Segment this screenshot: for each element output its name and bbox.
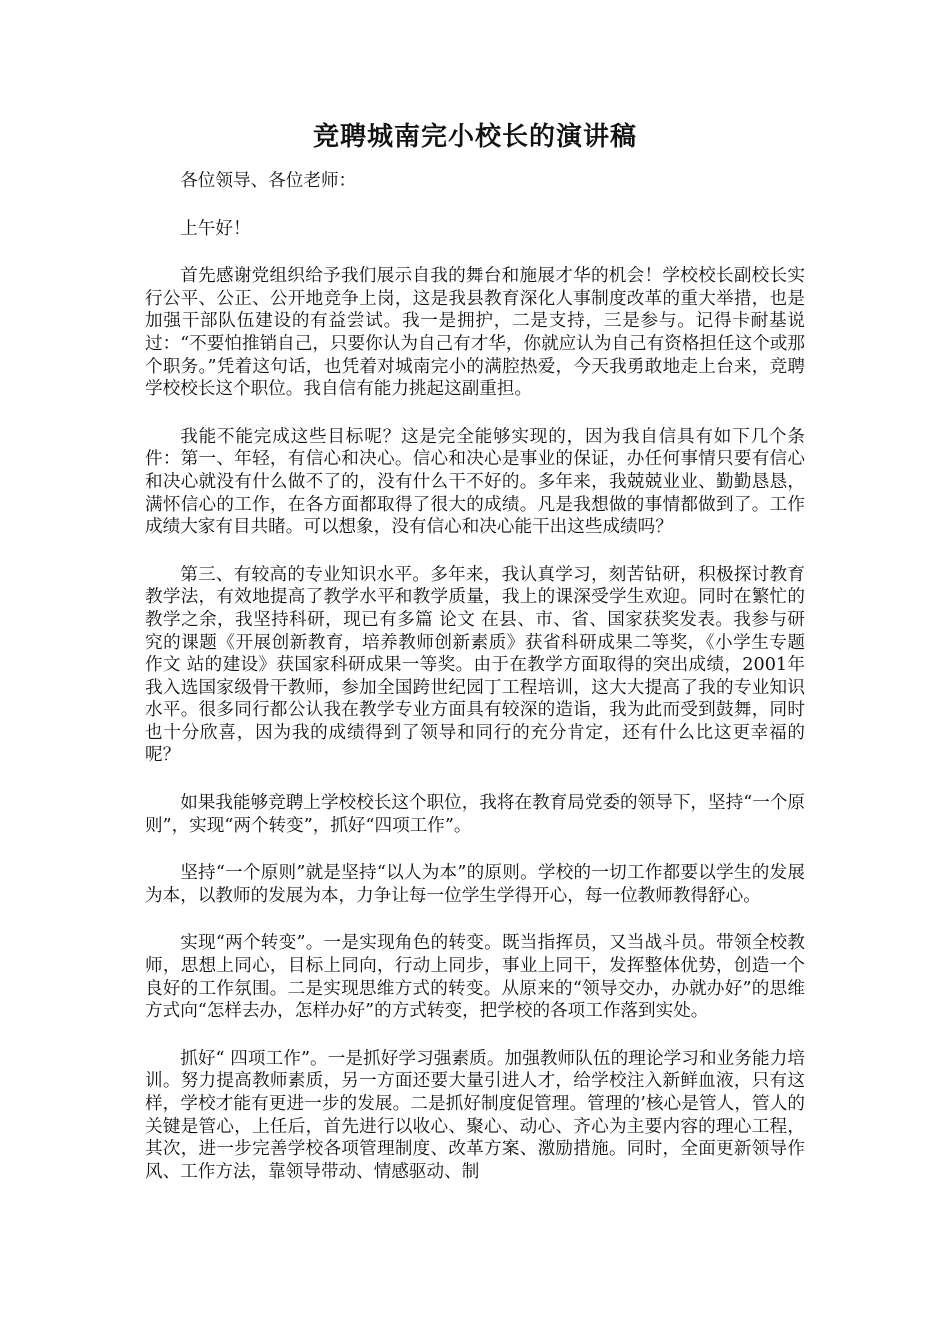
body-paragraph: 坚持“一个原则”就是坚持“以人为本”的原则。学校的一切工作都要以学生的发展为本，以教师的发展为本，力争让每一位学生学得开心，每一位教师教得舒心。	[145, 863, 805, 906]
document-body	[145, 170, 805, 1208]
body-paragraph: 如果我能够竞聘上学校校长这个职位，我将在教育局党委的领导下，坚持“一个原则”，实现“两个转变”，抓好“四项工作”。	[145, 793, 805, 836]
body-paragraph: 抓好“ 四项工作”。一是抓好学习强素质。加强教师队伍的理论学习和业务能力培训。努力提高教师素质，另一方面还要大量引进人才，给学校注入新鲜血液，只有这样，学校才能有更进一步的发展。二是抓好制度促管理。管理的’核心是管人，管人的关键是管心，上任后，首先进行以收心、聚心、动心、齐心为主要内容的理心工程，其次，进一步完善学校各项管理制度、改革方案、激励措施。同时，全面更新领导作风、工作方法，靠领导带动、情感驱动、制	[145, 1048, 805, 1182]
salutation-paragraph: 各位领导、各位老师：	[180, 171, 357, 191]
body-paragraph: 首先感谢党组织给予我们展示自我的舞台和施展才华的机会！学校校长副校长实行公平、公正、公开地竞争上岗，这是我县教育深化人事制度改革的重大举措，也是加强干部队伍建设的有益尝试。我一是拥护，二是支持，三是参与。记得卡耐基说过：“不要怕推销自己，只要你认为自己有才华，你就应认为自己有资格担任这个或那个职务。”凭着这句话，也凭着对城南完小的满腔热爱，今天我勇敢地走上台来，竞聘学校校长这个职位。我自信有能力挑起这副重担。	[145, 266, 805, 400]
body-paragraph: 第三、有较高的专业知识水平。多年来，我认真学习，刻苦钻研，积极探讨教育教学法，有效地提高了教学水平和教学质量，我上的课深受学生欢迎。同时在繁忙的教学之余，我坚持科研，现已有多篇 论文 在县、市、省、国家获奖发表。我参与研究的课题《开展创新教育，培养教师创新素质》获省科研成果二等奖，《小学生专题 作文 站的建设》获国家科研成果一等奖。由于在教学方面取得的突出成绩，2001年我入选国家级骨干教师，参加全国跨世纪园丁工程培训，这大大提高了我的专业知识水平。很多同行都公认我在教学专业方面具有较深的造诣，我为此而受到鼓舞，同时也十分欣喜，因为我的成绩得到了领导和同行的充分肯定，还有什么比这更幸福的呢？	[145, 564, 805, 766]
body-paragraph: 我能不能完成这些目标呢？这是完全能够实现的，因为我自信具有如下几个条件：第一、年轻，有信心和决心。信心和决心是事业的保证，办任何事情只要有信心和决心就没有什么做不了的，没有什么干不好的。多年来，我兢兢业业、勤勤恳恳，满怀信心的工作，在各方面都取得了很大的成绩。凡是我想做的事情都做到了。工作成绩大家有目共睹。可以想象，没有信心和决心能干出这些成绩吗？	[145, 426, 805, 538]
document-title: 竞聘城南完小校长的演讲稿	[312, 122, 637, 152]
greeting-paragraph: 上午好！	[180, 218, 251, 239]
body-paragraph: 实现“两个转变”。一是实现角色的转变。既当指挥员，又当战斗员。带领全校教师，思想上同心，目标上同向，行动上同步，事业上同干，发挥整体优势，创造一个良好的工作氛围。二是实现思维方式的转变。从原来的“领导交办，办就办好”的思维方式向“怎样去办，怎样办好”的方式转变，把学校的各项工作落到实处。	[145, 933, 805, 1022]
